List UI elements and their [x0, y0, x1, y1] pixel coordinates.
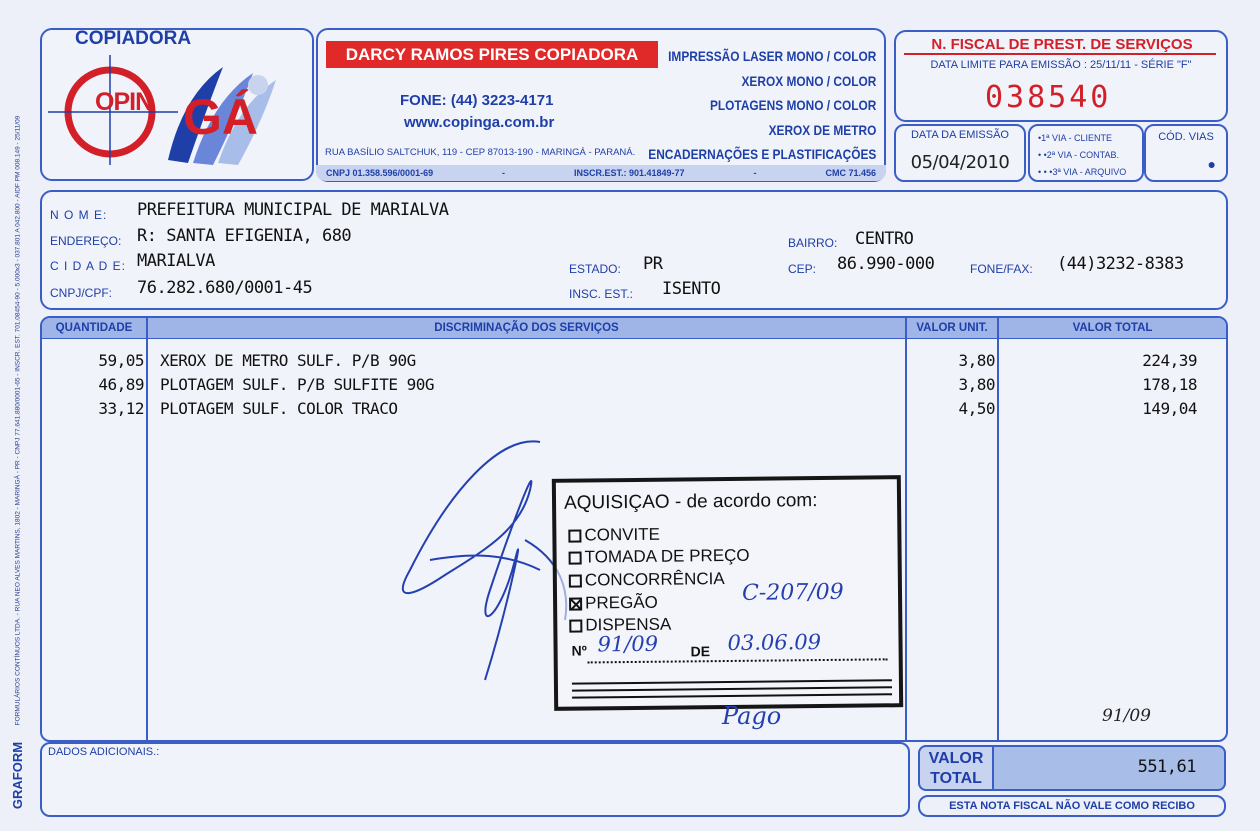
- nf-title-underline: [904, 53, 1216, 55]
- via-item: •1ª VIA - CLIENTE: [1038, 133, 1113, 143]
- company-name: DARCY RAMOS PIRES COPIADORA: [326, 41, 658, 68]
- printer-brand: [6, 735, 30, 815]
- copinga-logo: [48, 55, 313, 175]
- company-phone: FONE: (44) 3223-4171: [400, 92, 554, 109]
- service-item: XEROX MONO / COLOR: [741, 72, 876, 89]
- services-list: [648, 44, 876, 167]
- row-total: 149,04: [1142, 399, 1197, 418]
- cep-label: CEP:: [788, 262, 817, 276]
- nome-label: N O M E:: [50, 208, 108, 222]
- company-website: www.copinga.com.br: [404, 114, 555, 131]
- handwritten-pago: Pago: [722, 702, 782, 730]
- header-valor-unit: VALOR UNIT.: [907, 318, 997, 338]
- stamp-option-tomada: [569, 546, 750, 568]
- row-desc: PLOTAGEM SULF. COLOR TRACO: [160, 399, 398, 418]
- stamp-title: AQUISIÇAO - de acordo com:: [563, 490, 818, 514]
- valor-total-label-line: VALOR: [928, 750, 984, 767]
- dados-adicionais-label: DADOS ADICIONAIS.:: [48, 746, 160, 758]
- client-fone: (44)3232-8383: [1057, 254, 1184, 274]
- service-item: ENCADERNAÇÕES E PLASTIFICAÇÕES: [647, 146, 876, 162]
- stamp-option-convite: [568, 525, 660, 546]
- header-divider: [42, 338, 1226, 339]
- valor-total-value: 551,61: [1137, 757, 1196, 777]
- stamp-option-pregao: [569, 593, 658, 614]
- checkbox-icon: [568, 529, 581, 542]
- emission-label: DATA DA EMISSÃO: [910, 129, 1009, 141]
- stamp-option-label: PREGÃO: [584, 592, 658, 613]
- company-cnpj: CNPJ 01.358.596/0001-69: [326, 168, 434, 178]
- stamp-de-label: DE: [690, 643, 711, 660]
- cnpj-label: CNPJ/CPF:: [50, 286, 113, 300]
- row-desc: PLOTAGEM SULF. P/B SULFITE 90G: [160, 375, 434, 394]
- valor-total-label: [918, 745, 994, 791]
- row-unit: 4,50: [958, 399, 995, 418]
- service-item: IMPRESSÃO LASER MONO / COLOR: [667, 48, 876, 64]
- client-name: PREFEITURA MUNICIPAL DE MARIALVA: [137, 200, 449, 220]
- dados-adicionais-box: [40, 742, 910, 817]
- valor-total-box: [992, 745, 1226, 791]
- row-unit: 3,80: [958, 375, 995, 394]
- client-cnpj: 76.282.680/0001-45: [137, 278, 313, 298]
- checked-checkbox-icon: [569, 597, 582, 610]
- stamp-option-label: CONVITE: [584, 524, 661, 545]
- stamp-dotted-line: [588, 658, 888, 663]
- stamp-rule: [572, 693, 892, 698]
- separator: -: [502, 168, 506, 178]
- stamp-rule: [572, 686, 892, 691]
- row-desc: XEROX DE METRO SULF. P/B 90G: [160, 351, 416, 370]
- nf-title: N. FISCAL DE PREST. DE SERVIÇOS: [931, 36, 1193, 53]
- insc-label: INSC. EST.:: [569, 287, 634, 301]
- side-print-info: [6, 30, 30, 810]
- header-discriminacao: DISCRIMINAÇÃO DOS SERVIÇOS: [148, 318, 905, 338]
- row-qty: 59,05: [98, 351, 144, 370]
- recibo-notice: ESTA NOTA FISCAL NÃO VALE COMO RECIBO: [918, 795, 1226, 817]
- client-city: MARIALVA: [137, 251, 215, 271]
- stamp-numero: 91/09: [597, 631, 659, 657]
- client-cep: 86.990-000: [837, 254, 935, 274]
- via-item: • • •3ª VIA - ARQUIVO: [1038, 167, 1127, 177]
- client-address: R: SANTA EFIGENIA, 680: [137, 226, 352, 246]
- stamp-rule: [572, 679, 892, 684]
- company-registration-band: [316, 165, 886, 181]
- side-print-text: FORMULÁRIOS CONTÍNUOS LTDA. - RUA NEO ALVES MARTINS, 1802 - MARINGÁ - PR - CNPJ 77.641.880/0001-65 - INSCR. EST. 701.08454-90 - 5.000x3 - 037.801 A 042.800 - AIDF PM 008.149 - 25/11/09: [14, 115, 22, 725]
- logo-word-part2: GÁ: [183, 89, 258, 145]
- stamp-option-concorrencia: [569, 569, 725, 591]
- emission-date: 05/04/2010: [910, 152, 1010, 173]
- printer-brand-text: GRAFORM: [10, 741, 26, 809]
- row-total: 178,18: [1142, 375, 1197, 394]
- stamp-numero-label: Nº: [571, 642, 587, 659]
- stamp-date: 03.06.09: [727, 630, 822, 656]
- stamp-option-label: CONCORRÊNCIA: [584, 569, 725, 590]
- client-insc: ISENTO: [662, 279, 721, 299]
- vias-list: [1038, 130, 1126, 181]
- handwritten-ref: 91/09: [1102, 706, 1151, 726]
- header-quantidade: QUANTIDADE: [42, 318, 146, 338]
- company-address: RUA BASÍLIO SALTCHUK, 119 - CEP 87013-190 - MARINGÁ - PARANÁ.: [325, 147, 636, 158]
- nf-number: 038540: [985, 80, 1112, 115]
- emission-box: [894, 124, 1026, 182]
- bairro-label: BAIRRO:: [788, 236, 838, 250]
- endereco-label: ENDEREÇO:: [50, 234, 122, 248]
- service-item: XEROX DE METRO: [768, 121, 876, 138]
- fone-label: FONE/FAX:: [970, 262, 1033, 276]
- client-bairro: CENTRO: [855, 229, 914, 249]
- via-item: • •2ª VIA - CONTAB.: [1038, 150, 1119, 160]
- cod-vias-label: CÓD. VIAS: [1158, 131, 1214, 143]
- stamp-handwritten-ref: C-207/09: [741, 579, 844, 606]
- cidade-label: C I D A D E:: [50, 259, 127, 273]
- vias-box: [1028, 124, 1144, 182]
- nf-limit-date: DATA LIMITE PARA EMISSÃO : 25/11/11 - SÉRIE "F": [930, 59, 1192, 71]
- company-inscr-est: INSCR.EST.: 901.41849-77: [574, 168, 685, 178]
- valor-total-label-line: TOTAL: [930, 770, 982, 787]
- estado-label: ESTADO:: [569, 262, 621, 276]
- stamp-option-label: TOMADA DE PREÇO: [584, 545, 750, 567]
- cod-vias-mark: ●: [1207, 156, 1216, 172]
- separator: -: [753, 168, 757, 178]
- acquisition-stamp: [552, 475, 903, 711]
- row-qty: 33,12: [98, 399, 144, 418]
- row-unit: 3,80: [958, 351, 995, 370]
- signature-scribble: [390, 430, 580, 700]
- row-total: 224,39: [1142, 351, 1197, 370]
- stamp-option-label: DISPENSA: [585, 614, 672, 635]
- checkbox-icon: [569, 619, 582, 632]
- column-divider: [146, 316, 148, 742]
- checkbox-icon: [569, 574, 582, 587]
- service-item: PLOTAGENS MONO / COLOR: [709, 97, 876, 113]
- company-cmc: CMC 71.456: [825, 168, 876, 178]
- logo-word-part1: OPIN: [95, 88, 153, 116]
- logo-title: COPIADORA: [75, 28, 192, 49]
- client-estado: PR: [643, 254, 663, 274]
- checkbox-icon: [569, 551, 582, 564]
- cod-vias-box: [1144, 124, 1228, 182]
- row-qty: 46,89: [98, 375, 144, 394]
- header-valor-total: VALOR TOTAL: [999, 318, 1226, 338]
